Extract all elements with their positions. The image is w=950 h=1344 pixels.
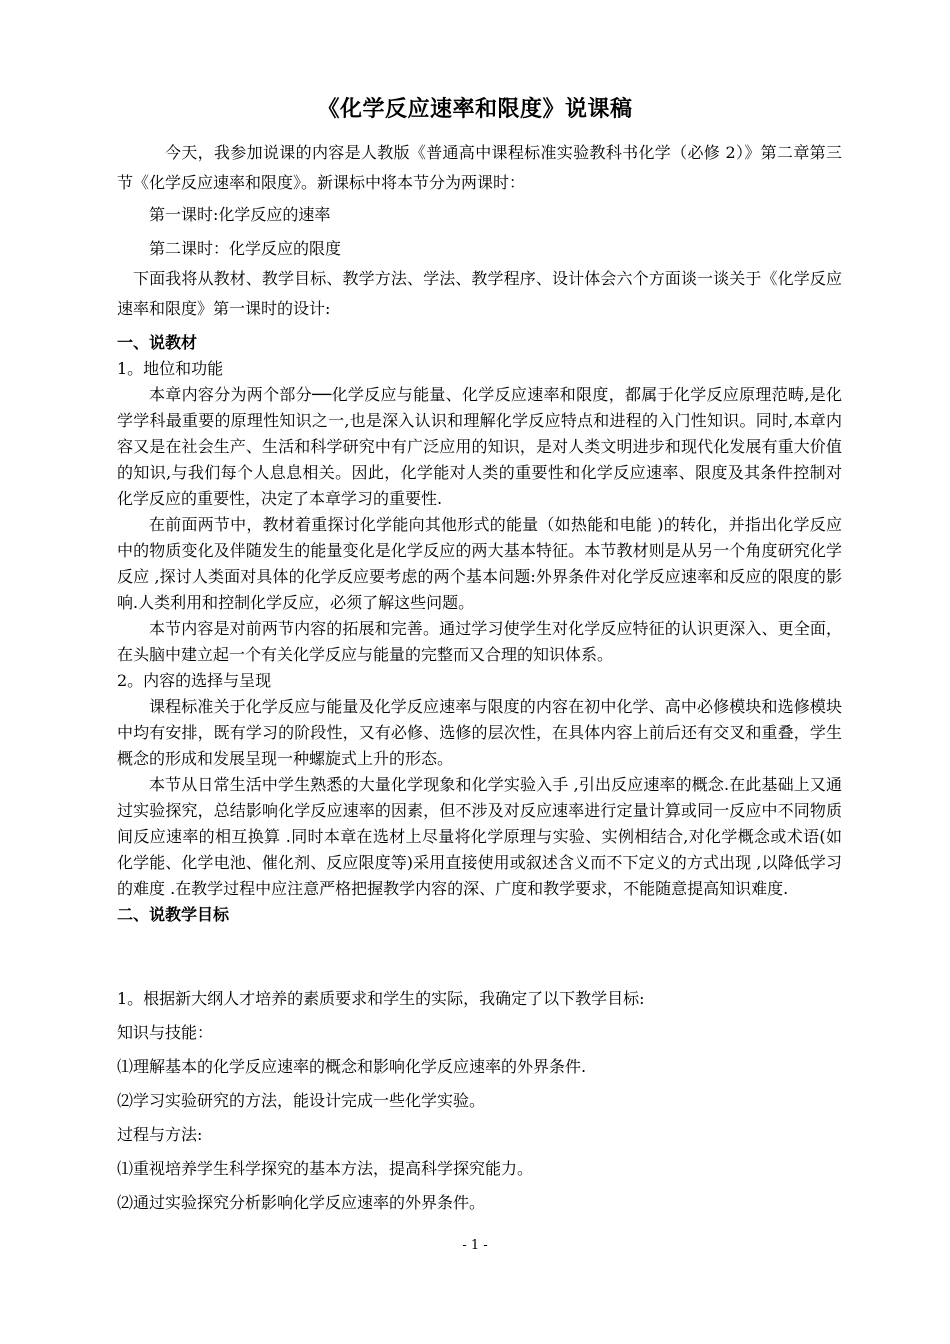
section-2	[117, 982, 842, 1220]
process-label: 过程与方法:	[117, 1125, 203, 1144]
section-2-heading: 二、说教学目标	[117, 905, 230, 924]
objectives-intro: 1。根据新大纲人才培养的素质要求和学生的实际，我确定了以下教学目标:	[117, 989, 645, 1008]
knowledge-item-1: ⑴理解基本的化学反应速率的概念和影响化学反应速率的外界条件.	[117, 1057, 587, 1076]
knowledge-item-2: ⑵学习实验研究的方法，能设计完成一些化学实验。	[117, 1091, 486, 1110]
intro-paragraph-2: 下面我将从教材、教学目标、教学方法、学法、教学程序、设计体会六个方面谈一谈关于《化学反应速率和限度》第一课时的设计:	[117, 269, 842, 318]
paragraph: 在前面两节中，教材着重探讨化学能向其他形式的能量（如热能和电能 )的转化，并指出化学反应中的物质变化及伴随发生的能量变化是化学反应的两大基本特征。本节教材则是从另一个角度研究化学反应 ,探讨人类面对具体的化学反应要考虑的两个基本问题:外界条件对化学反应速率和反应的限度的影响.人类利用和控制化学反应，必须了解这些问题。	[117, 515, 842, 612]
section-1	[117, 330, 842, 928]
lesson-list	[117, 200, 842, 264]
intro-paragraph: 今天，我参加说课的内容是人教版《普通高中课程标准实验教科书化学（必修 2）》第二章第三节《化学反应速率和限度》。新课标中将本节分为两课时：	[117, 143, 842, 192]
page-title: 《化学反应速率和限度》说课稿	[317, 96, 633, 122]
lesson-1: 第一课时:化学反应的速率	[149, 205, 331, 224]
section-1-heading: 一、说教材	[117, 333, 198, 352]
subheading-position: 1。地位和功能	[117, 359, 224, 378]
process-item-2: ⑵通过实验探究分析影响化学反应速率的外界条件。	[117, 1193, 486, 1212]
subheading-content: 2。内容的选择与呈现	[117, 671, 272, 690]
paragraph: 课程标准关于化学反应与能量及化学反应速率与限度的内容在初中化学、高中必修模块和选修模块中均有安排，既有学习的阶段性，又有必修、选修的层次性，在具体内容上前后还有交叉和重叠，学生概念的形成和发展呈现一种螺旋式上升的形态。	[117, 697, 842, 768]
intro-block-2	[117, 264, 842, 324]
process-item-1: ⑴重视培养学生科学探究的基本方法，提高科学探究能力。	[117, 1159, 534, 1178]
page-number: - 1 -	[462, 1238, 488, 1253]
paragraph: 本节从日常生活中学生熟悉的大量化学现象和化学实验入手 ,引出反应速率的概念.在此基础上又通过实验探究，总结影响化学反应速率的因素，但不涉及对反应速率进行定量计算或同一反应中不同物质间反应速率的相互换算 .同时本章在选材上尽量将化学原理与实验、实例相结合,对化学概念或术语(如化学能、化学电池、催化剂、反应限度等)采用直接使用或叙述含义而不下定义的方式出现 ,以降低学习的难度 .在教学过程中应注意严格把握教学内容的深、广度和教学要求，不能随意提高知识难度.	[117, 775, 842, 898]
paragraph: 本节内容是对前两节内容的拓展和完善。通过学习使学生对化学反应特征的认识更深入、更全面，在头脑中建立起一个有关化学反应与能量的完整而又合理的知识体系。	[117, 619, 842, 664]
paragraph: 本章内容分为两个部分──化学反应与能量、化学反应速率和限度，都属于化学反应原理范畴,是化学学科最重要的原理性知识之一,也是深入认识和理解化学反应特点和进程的入门性知识。同时,本章内容又是在社会生产、生活和科学研究中有广泛应用的知识，是对人类文明进步和现代化发展有重大价值的知识,与我们每个人息息相关。因此，化学能对人类的重要性和化学反应速率、限度及其条件控制对化学反应的重要性，决定了本章学习的重要性.	[117, 385, 842, 508]
lesson-2: 第二课时：化学反应的限度	[149, 239, 342, 258]
intro-block	[117, 138, 842, 198]
knowledge-label: 知识与技能：	[117, 1023, 214, 1042]
